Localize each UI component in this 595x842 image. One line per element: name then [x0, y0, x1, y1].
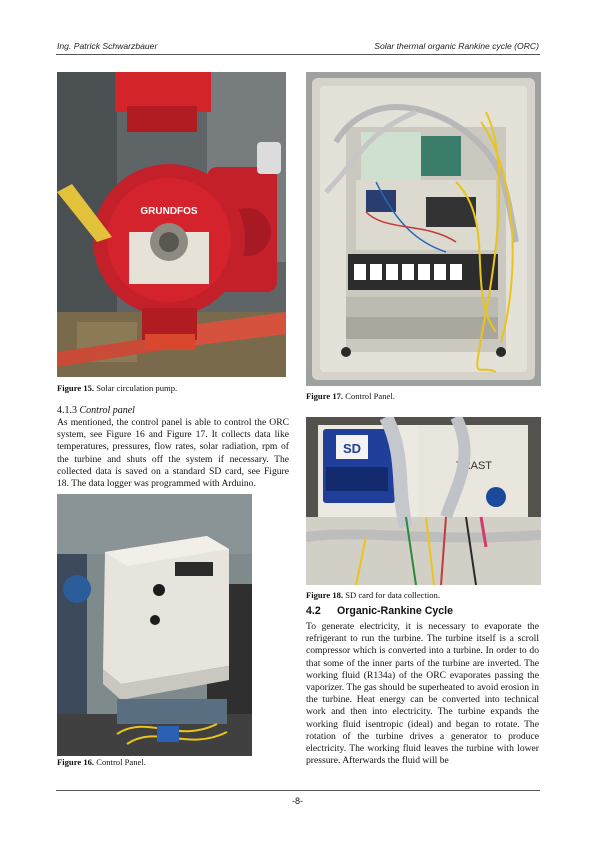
figure-17-photo [306, 72, 541, 386]
figure-18-caption [306, 590, 440, 600]
figure-17-caption [306, 391, 395, 401]
running-header-title: Solar thermal organic Rankine cycle (ORC) [374, 41, 539, 51]
figure-16-text: Control Panel. [96, 757, 146, 767]
section-4-2-body: To generate electricity, it is necessary to evaporate the refrigerant to run the turbine. The turbine itself is a scroll compressor which is converted into a turbine. In order to do that some of the inner parts of the turbine are inverted. The working fluid (R134a) of the ORC evaporates passing the vaporizer. The gas should be superheated to avoid erosion in the turbine. Heat energy can be converted into technical work and then into electricity. The turbine expands the working fluid isentropic (ideal) and began to rotate. The rotation of the turbine drives a generator to produce electricity. The working fluid leaves the turbine with lower pressure. Afterwards the fluid will be [306, 621, 539, 767]
figure-17-text: Control Panel. [345, 391, 395, 401]
section-4-1-3-body: As mentioned, the control panel is able to control the ORC system, see Figure 16 and Figure 17. It collects data like temperatures, pressures, flow rates, solar radiation, rpm of the turbine and shuts off the system if necessary. The collected data is saved on a standard SD card, see Figure 18. The data logger was programmed with Arduino. [57, 417, 289, 490]
section-4-1-3-number: 4.1.3 [57, 405, 77, 416]
header-rule [56, 54, 540, 55]
figure-16-caption [57, 757, 146, 767]
figure-15-caption [57, 383, 177, 393]
figure-17-label: Figure 17. [306, 391, 344, 401]
section-4-1-3-heading [57, 405, 135, 416]
section-4-2-number: 4.2 [306, 605, 321, 617]
section-4-2-heading [306, 605, 453, 617]
section-4-1-3-title: Control panel [79, 405, 135, 416]
sd-card-label: SD [342, 441, 362, 456]
board-label: TRAST [455, 460, 493, 472]
figure-15-photo [57, 72, 286, 377]
figure-18-text: SD card for data collection. [345, 590, 440, 600]
footer-rule [56, 790, 540, 791]
section-4-2-title: Organic-Rankine Cycle [337, 605, 453, 617]
figure-18-photo [306, 417, 541, 585]
figure-18-label: Figure 18. [306, 590, 344, 600]
running-header-author: Ing. Patrick Schwarzbauer [57, 41, 158, 51]
figure-16-label: Figure 16. [57, 757, 95, 767]
figure-15-text: Solar circulation pump. [96, 383, 178, 393]
figure-16-photo [57, 494, 252, 756]
pump-brand-label: GRUNDFOS [140, 206, 198, 217]
figure-15-label: Figure 15. [57, 383, 95, 393]
page-number: -8- [292, 796, 303, 806]
